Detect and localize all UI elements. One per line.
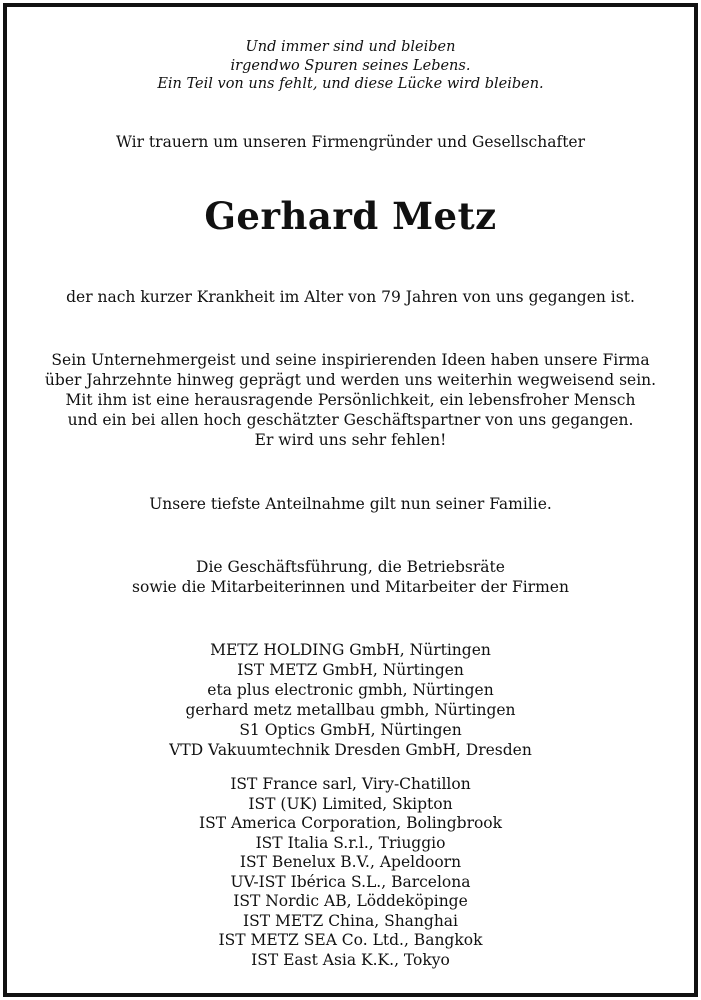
verse-line: Ein Teil von uns fehlt, und diese Lücke wird bleiben. bbox=[157, 76, 544, 92]
verse-line: irgendwo Spuren seines Lebens. bbox=[230, 57, 471, 74]
memorial-verse bbox=[0, 38, 701, 94]
company-item: eta plus electronic gmbh, Nürtingen bbox=[207, 681, 494, 699]
signers-line: sowie die Mitarbeiterinnen und Mitarbeiter der Firmen bbox=[132, 578, 569, 596]
company-item: IST Benelux B.V., Apeldoorn bbox=[239, 853, 462, 871]
company-item: IST America Corporation, Bolingbrook bbox=[198, 814, 503, 832]
age-line: der nach kurzer Krankheit im Alter von 79 Jahren von uns gegangen ist. bbox=[66, 288, 635, 306]
intro-text: Wir trauern um unseren Firmengründer und Gesellschafter bbox=[115, 133, 586, 151]
company-item: gerhard metz metallbau gmbh, Nürtingen bbox=[185, 701, 516, 719]
signers-line: Die Geschäftsführung, die Betriebsräte bbox=[196, 558, 505, 576]
company-item: IST METZ China, Shanghai bbox=[242, 911, 459, 930]
company-item: UV-IST Ibérica S.L., Barcelona bbox=[230, 872, 471, 891]
tribute-paragraph bbox=[0, 350, 701, 450]
tribute-line: Er wird uns sehr fehlen! bbox=[254, 431, 447, 449]
company-item: METZ HOLDING GmbH, Nürtingen bbox=[210, 641, 491, 659]
company-item: S1 Optics GmbH, Nürtingen bbox=[239, 721, 462, 739]
company-item: IST METZ SEA Co. Ltd., Bangkok bbox=[218, 931, 483, 949]
tribute-line: Sein Unternehmergeist und seine inspirierenden Ideen haben unsere Firma bbox=[51, 351, 650, 369]
company-item: IST Nordic AB, Löddeköpinge bbox=[233, 892, 468, 910]
company-list-international bbox=[0, 775, 701, 970]
condolence-line: Unsere tiefste Anteilnahme gilt nun seiner Familie. bbox=[149, 495, 552, 513]
company-item: IST East Asia K.K., Tokyo bbox=[251, 950, 450, 969]
tribute-line: über Jahrzehnte hinweg geprägt und werden uns weiterhin wegweisend sein. bbox=[44, 371, 657, 389]
deceased-name: Gerhard Metz bbox=[204, 194, 497, 238]
tribute-line: Mit ihm ist eine herausragende Persönlichkeit, ein lebensfroher Mensch bbox=[65, 391, 636, 409]
company-item: IST France sarl, Viry-Chatillon bbox=[230, 775, 471, 793]
company-item: IST METZ GmbH, Nürtingen bbox=[237, 661, 464, 679]
verse-line: Und immer sind und bleiben bbox=[245, 39, 456, 55]
company-item: IST Italia S.r.l., Triuggio bbox=[255, 833, 446, 852]
signers bbox=[0, 557, 701, 597]
tribute-line: und ein bei allen hoch geschätzter Geschäftspartner von uns gegangen. bbox=[67, 411, 634, 429]
company-item: IST (UK) Limited, Skipton bbox=[248, 794, 453, 813]
company-item: VTD Vakuumtechnik Dresden GmbH, Dresden bbox=[169, 741, 532, 759]
company-list-germany bbox=[0, 640, 701, 760]
